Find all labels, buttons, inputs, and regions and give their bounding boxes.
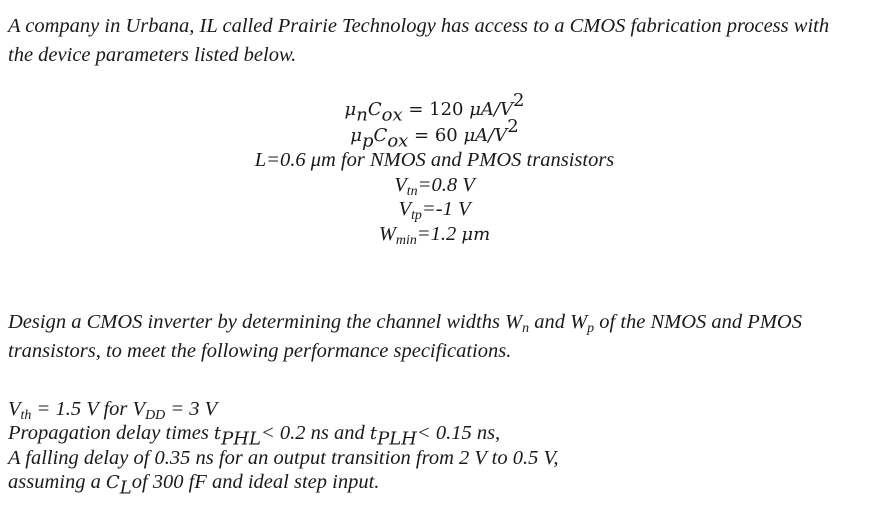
mup-cox-equation: $\mu_pC_{ox} = 60$ $\mu A/V^2$ xyxy=(350,115,519,151)
channel-length: L=0.6 μm for NMOS and PMOS transistors xyxy=(254,149,615,171)
vtp-value: $V_{tp}=-1$ V xyxy=(398,198,471,224)
device-parameters xyxy=(0,90,869,248)
wmin-value: $W_{min}=1.2$ μm xyxy=(378,222,491,248)
spec-propagation-delay: Propagation delay times $t_{PHL}< 0.2$ ns and $t_{PLH}< 0.15$ ns, xyxy=(8,422,501,450)
vtn-value: $V_{tn}=0.8$ V xyxy=(394,173,475,199)
spec-falling-delay: A falling delay of 0.35 ns for an output transition from 2 V to 0.5 V, xyxy=(8,447,559,469)
performance-specs xyxy=(8,397,858,499)
intro-paragraph: A company in Urbana, IL called Prairie Technology has access to a CMOS fabrication process with the device parameters listed below. xyxy=(8,15,830,66)
task-paragraph: Design a CMOS inverter by determining the channel widths $W_n$ and $W_p$ of the NMOS and PMOS transistors, to meet the following performance specifications. xyxy=(8,311,802,362)
spec-load-capacitance: assuming a $C_Lof$ 300 fF and ideal step input. xyxy=(8,471,380,499)
mun-cox-equation: $\mu_nC_{ox} = 120$ $\mu A/V^2$ xyxy=(344,90,525,126)
spec-threshold: $V_{th} = 1.5$ V for $V_{DD} = 3$ V xyxy=(8,398,218,424)
